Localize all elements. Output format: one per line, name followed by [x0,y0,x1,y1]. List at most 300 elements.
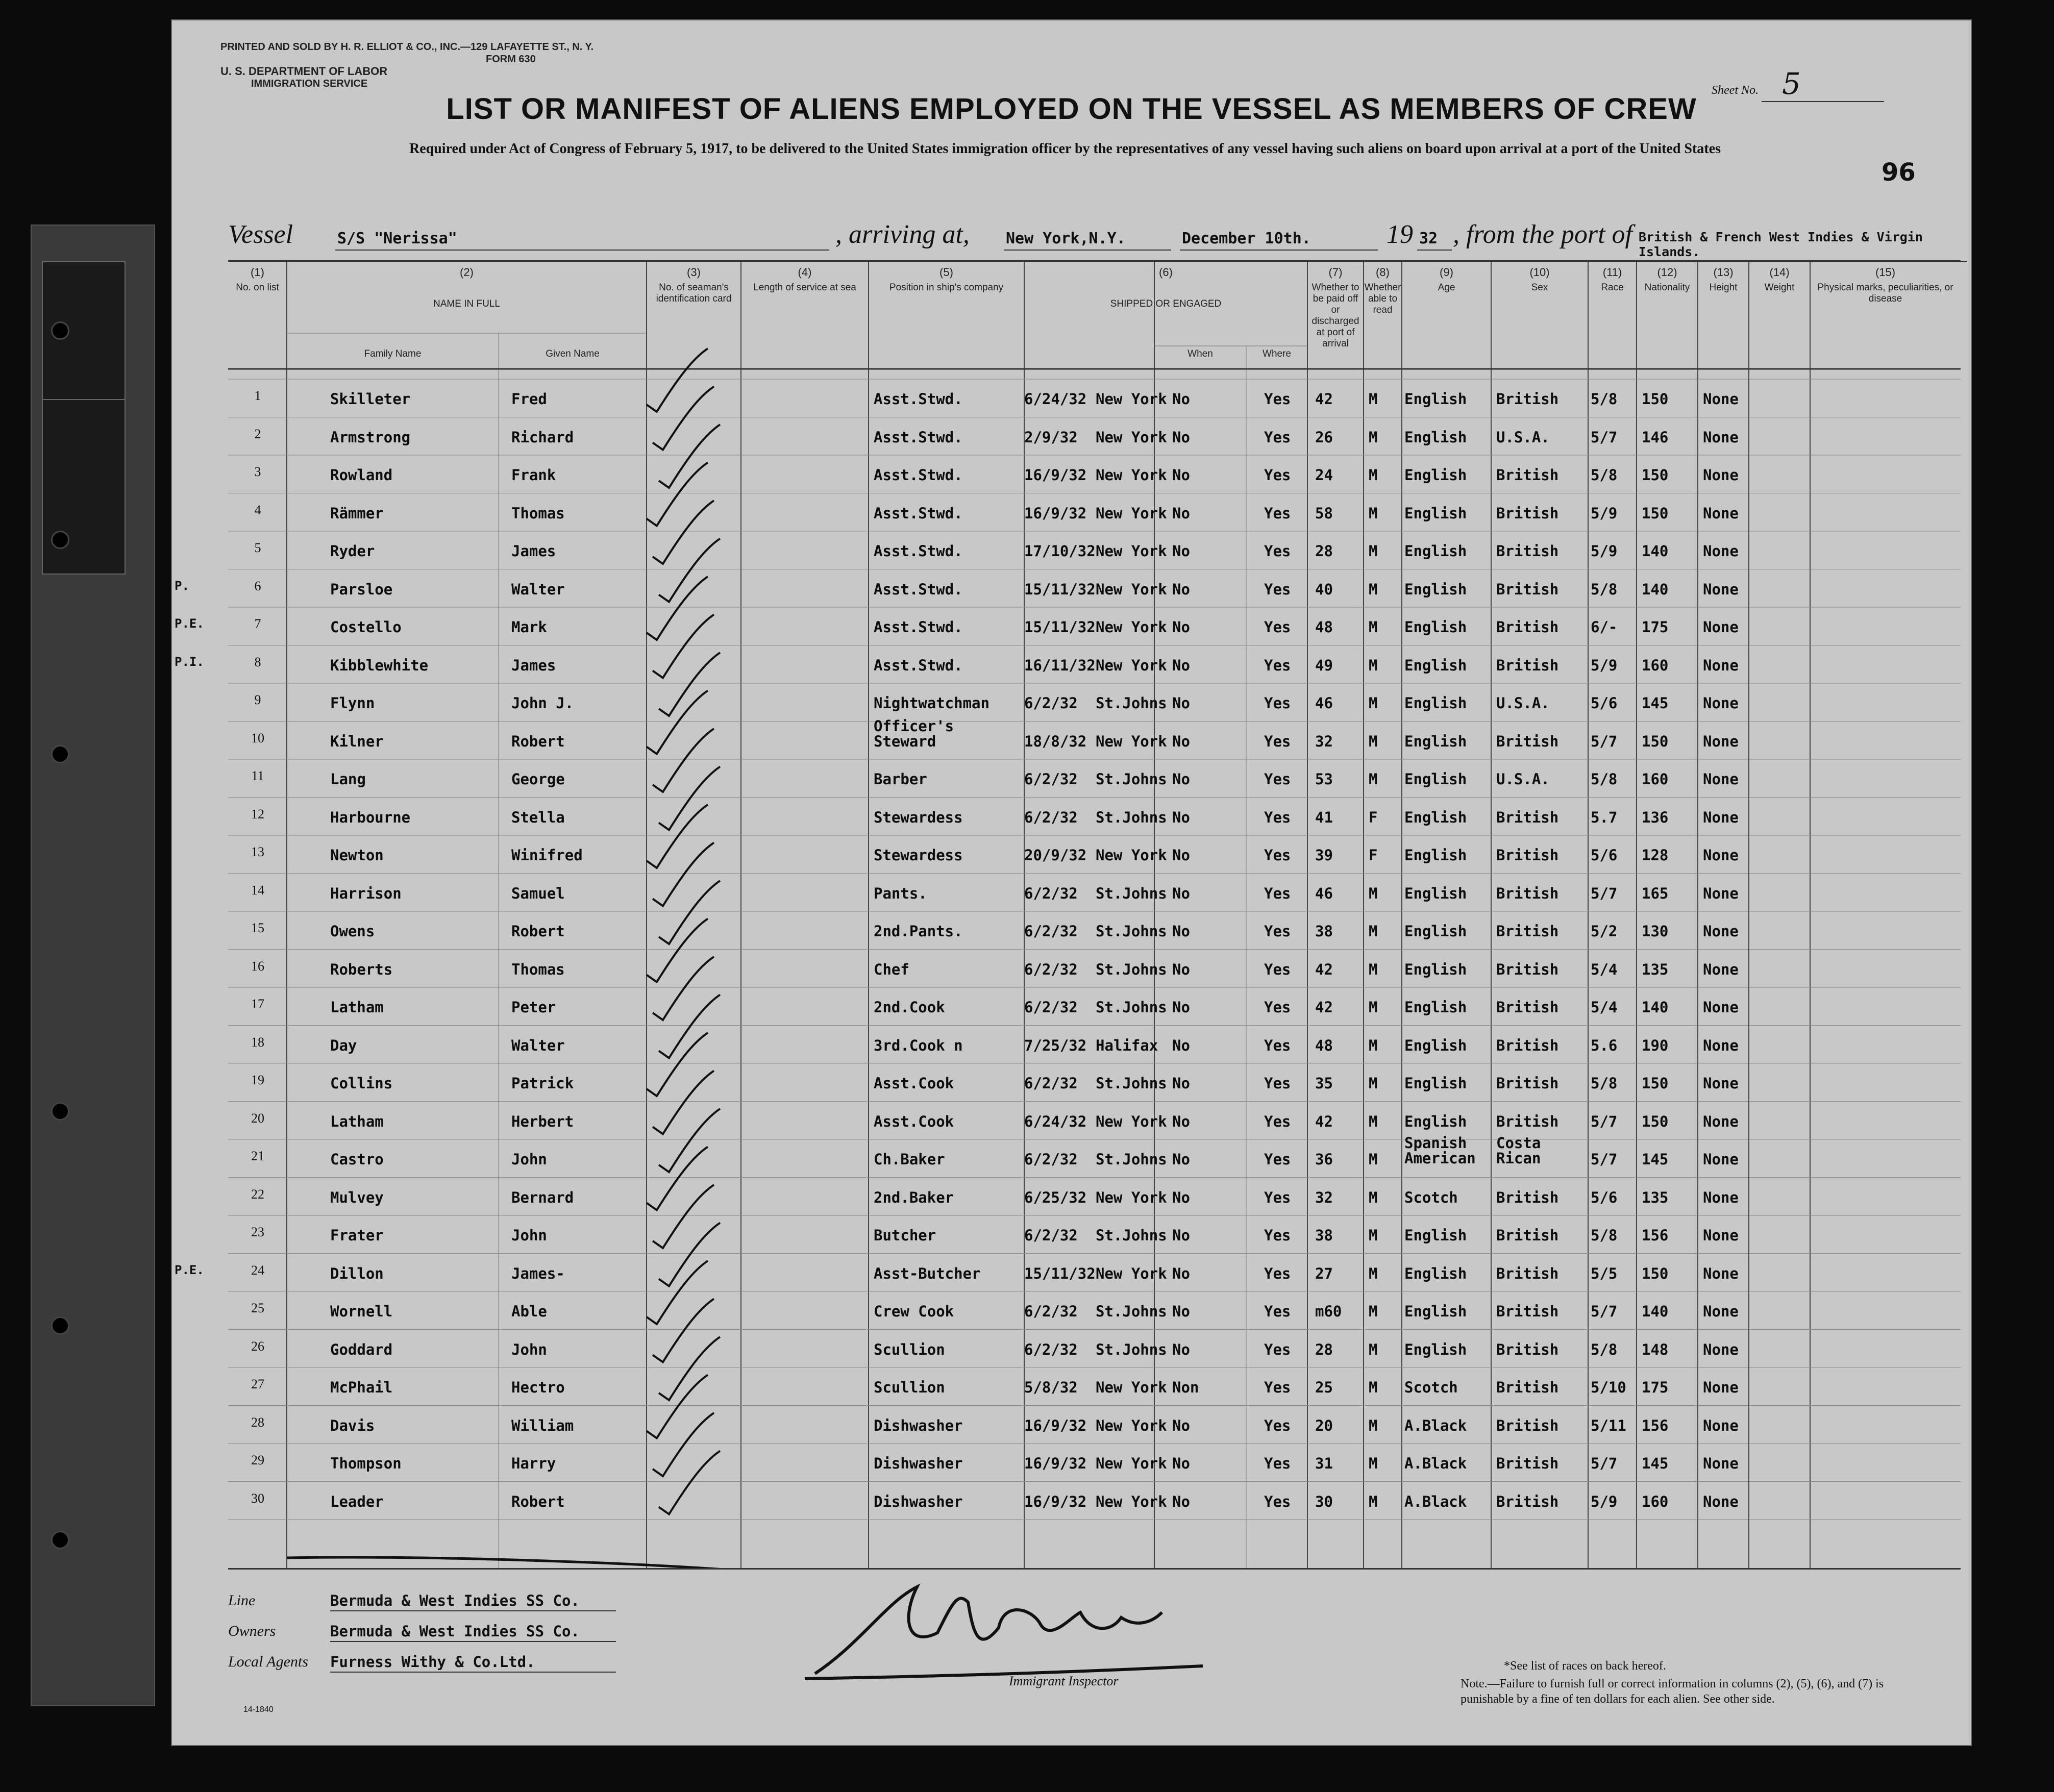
cell-marks: None [1703,504,1739,522]
cell-height: 5/9 [1591,542,1618,560]
cell-where: New York [1096,618,1167,636]
cell-nationality: British [1496,923,1559,940]
cell-when: 6/24/32 [1024,390,1087,408]
cell-family: Costello [330,618,402,636]
cell-marks: None [1703,1227,1739,1244]
row-number: 11 [251,768,264,783]
binder-edge [31,225,155,1706]
cell-paid: No [1172,1075,1190,1092]
cell-when: 6/2/32 [1024,1151,1078,1168]
cell-read: Yes [1264,1416,1291,1434]
row-number: 29 [251,1453,264,1467]
cell-family: Kibblewhite [330,656,429,674]
cell-paid: No [1172,1036,1190,1054]
cell-height: 5/8 [1591,770,1618,788]
cell-when: 16/9/32 [1024,1416,1087,1434]
column-header [869,267,1024,293]
column-label: Age [1438,282,1455,293]
cell-height: 5/4 [1591,960,1618,978]
cell-read: Yes [1264,1455,1291,1472]
cell-weight: 140 [1642,542,1669,560]
cell-given: James [511,656,556,674]
cell-sex: M [1369,1264,1378,1282]
cell-paid: No [1172,999,1190,1016]
arrival-port: New York,N.Y. [1004,230,1171,251]
cell-age: 35 [1315,1075,1333,1092]
column-header [1491,267,1588,293]
cell-position: Asst.Stwd. [874,580,963,598]
cell-race: English [1404,732,1467,750]
column-label: SHIPPED OR ENGAGED [1110,298,1222,309]
cell-given: Stella [511,808,565,826]
cell-weight: 146 [1642,428,1669,446]
cell-where: St.Johns [1096,1227,1167,1244]
cell-height: 5/7 [1591,428,1618,446]
cell-race: English [1404,1112,1467,1130]
cell-age: 46 [1315,694,1333,712]
cell-race: English [1404,504,1467,522]
cell-race: A.Black [1404,1416,1467,1434]
cell-nationality: British [1496,1455,1559,1472]
cell-nationality: British [1496,1264,1559,1282]
punch-hole [51,531,69,549]
cell-given: Thomas [511,504,565,522]
cell-weight: 156 [1642,1227,1669,1244]
cell-height: 5/7 [1591,732,1618,750]
cell-position: Stewardess [874,847,963,864]
cell-when: 5/8/32 [1024,1379,1078,1396]
cell-race: English [1404,999,1467,1016]
department: U. S. DEPARTMENT OF LABOR [220,65,388,78]
cell-given: William [511,1416,574,1434]
column-header [1402,267,1491,293]
cell-sex: F [1369,847,1378,864]
cell-read: Yes [1264,884,1291,902]
punch-hole [51,1102,69,1121]
cell-given: Fred [511,390,547,408]
cell-family: Frater [330,1227,384,1244]
cell-weight: 150 [1642,504,1669,522]
arriving-label: , arriving at, [835,220,970,249]
table-row [228,1102,1961,1140]
cell-marks: None [1703,1416,1739,1434]
cell-nationality: British [1496,847,1559,864]
cell-read: Yes [1264,466,1291,484]
column-header [1698,267,1749,293]
cell-where: St.Johns [1096,960,1167,978]
table-row [228,531,1961,569]
line-label: Line [228,1592,256,1609]
cell-nationality: British [1496,542,1559,560]
cell-height: 5/8 [1591,390,1618,408]
vessel-name: S/S "Nerissa" [335,230,829,251]
column-number: (5) [939,266,953,279]
cell-where: New York [1096,504,1167,522]
cell-where: St.Johns [1096,923,1167,940]
cell-weight: 130 [1642,923,1669,940]
margin-annotation: P. [175,578,189,593]
cell-where: St.Johns [1096,999,1167,1016]
cell-position: Dishwasher [874,1416,963,1434]
cell-where: Halifax [1096,1036,1158,1054]
column-label: Position in ship's company [889,282,1004,293]
cell-given: George [511,770,565,788]
subheader-given: Given Name [546,349,600,359]
cell-sex: M [1369,1227,1378,1244]
cell-weight: 145 [1642,1151,1669,1168]
row-number: 18 [251,1034,264,1050]
cell-where: New York [1096,542,1167,560]
cell-given: Richard [511,428,574,446]
cell-when: 6/25/32 [1024,1188,1087,1206]
cell-nationality: British [1496,1075,1559,1092]
row-number: 19 [251,1073,264,1087]
punch-hole [51,1316,69,1335]
cell-family: Kilner [330,732,384,750]
cell-nationality: British [1496,618,1559,636]
cell-paid: No [1172,504,1190,522]
cell-sex: M [1369,1492,1378,1510]
cell-paid: No [1172,1151,1190,1168]
cell-race: English [1404,428,1467,446]
cell-paid: No [1172,808,1190,826]
cell-height: 5/7 [1591,1303,1618,1320]
row-number: 5 [254,540,261,555]
cell-marks: None [1703,1379,1739,1396]
cell-nationality: British [1496,656,1559,674]
cell-position: Asst-Butcher [874,1264,981,1282]
vessel-line [172,199,1971,259]
cell-where: St.Johns [1096,1303,1167,1320]
cell-where: New York [1096,1416,1167,1434]
cell-read: Yes [1264,770,1291,788]
cell-nationality: British [1496,1416,1559,1434]
table-row [175,607,1961,645]
crew-table [175,260,1961,1570]
cell-position: Officer's Steward [874,717,954,750]
cell-when: 16/9/32 [1024,466,1087,484]
table-row [228,493,1961,532]
subheader-family: Family Name [364,349,422,359]
cell-when: 7/25/32 [1024,1036,1087,1054]
cell-given: John [511,1227,547,1244]
cell-weight: 145 [1642,1455,1669,1472]
cell-given: Walter [511,580,565,598]
row-number: 9 [254,692,261,707]
cell-marks: None [1703,999,1739,1016]
cell-when: 2/9/32 [1024,428,1078,446]
cell-read: Yes [1264,1112,1291,1130]
cell-read: Yes [1264,1264,1291,1282]
cell-read: Yes [1264,390,1291,408]
table-row [228,1482,1961,1520]
cell-sex: M [1369,884,1378,902]
cell-paid: No [1172,1455,1190,1472]
cell-age: 42 [1315,1112,1333,1130]
cell-position: Asst.Stwd. [874,504,963,522]
cell-weight: 150 [1642,1112,1669,1130]
cell-weight: 136 [1642,808,1669,826]
cell-sex: M [1369,960,1378,978]
cell-given: Mark [511,618,547,636]
cell-when: 15/11/32 [1024,580,1096,598]
cell-marks: None [1703,580,1739,598]
cell-when: 6/2/32 [1024,694,1078,712]
column-label: Height [1709,282,1738,293]
cell-race: English [1404,1264,1467,1282]
cell-age: 20 [1315,1416,1333,1434]
table-row [228,717,1961,760]
cell-height: 5.6 [1591,1036,1618,1054]
column-header [1637,267,1698,293]
cell-weight: 150 [1642,1264,1669,1282]
cell-family: Ryder [330,542,375,560]
cell-sex: M [1369,428,1378,446]
cell-marks: None [1703,1112,1739,1130]
cell-given: Robert [511,732,565,750]
table-row [228,911,1961,950]
cell-age: 24 [1315,466,1333,484]
cell-position: Asst.Stwd. [874,390,963,408]
cell-marks: None [1703,1036,1739,1054]
row-number: 20 [251,1110,264,1126]
cell-family: Day [330,1036,357,1054]
cell-marks: None [1703,1188,1739,1206]
sheet-label: Sheet No. [1712,84,1759,97]
subheader-where: Where [1263,349,1291,359]
cell-height: 5/4 [1591,999,1618,1016]
subheader-when: When [1187,349,1213,359]
cell-position: Butcher [874,1227,936,1244]
agents-label: Local Agents [228,1653,308,1670]
cell-sex: M [1369,1379,1378,1396]
cell-height: 5/9 [1591,656,1618,674]
cell-given: Samuel [511,884,565,902]
cell-age: 39 [1315,847,1333,864]
cell-given: Walter [511,1036,565,1054]
cell-age: 48 [1315,618,1333,636]
cell-weight: 150 [1642,390,1669,408]
cell-nationality: British [1496,1112,1559,1130]
sheet-number: 5 [1762,66,1884,102]
column-label: Nationality [1644,282,1690,293]
cell-family: Leader [330,1492,384,1510]
cell-marks: None [1703,1264,1739,1282]
row-number: 3 [254,464,261,479]
cell-family: Rämmer [330,504,384,522]
page-title: LIST OR MANIFEST OF ALIENS EMPLOYED ON THE VESSEL AS MEMBERS OF CREW [446,92,1697,126]
column-number: (14) [1769,266,1790,279]
cell-sex: M [1369,390,1378,408]
owners-label: Owners [228,1623,276,1639]
column-header [1364,267,1402,316]
cell-age: 30 [1315,1492,1333,1510]
cell-when: 6/2/32 [1024,960,1078,978]
cell-marks: None [1703,1303,1739,1320]
cell-paid: No [1172,1188,1190,1206]
cell-when: 18/8/32 [1024,732,1087,750]
cell-paid: No [1172,1340,1190,1358]
table-row [175,645,1961,684]
row-number: 4 [254,502,261,517]
cell-height: 5/9 [1591,1492,1618,1510]
cell-nationality: British [1496,732,1559,750]
cell-where: St.Johns [1096,770,1167,788]
cell-read: Yes [1264,999,1291,1016]
cell-where: New York [1096,1379,1167,1396]
column-header [1749,267,1810,293]
cell-race: English [1404,656,1467,674]
cell-when: 16/9/32 [1024,1455,1087,1472]
table-row [228,683,1961,721]
row-number: 13 [251,844,264,859]
departure-port: British & French West Indies & Virgin Islands. [1637,230,1967,262]
cell-family: Harrison [330,884,402,902]
cell-when: 15/11/32 [1024,618,1096,636]
cell-paid: No [1172,1492,1190,1510]
column-header [228,267,287,293]
cell-nationality: British [1496,1036,1559,1054]
cell-marks: None [1703,1075,1739,1092]
cell-height: 5/6 [1591,847,1618,864]
cell-marks: None [1703,656,1739,674]
cell-race: English [1404,542,1467,560]
cell-where: New York [1096,1264,1167,1282]
cell-age: 40 [1315,580,1333,598]
cell-given: Able [511,1303,547,1320]
cell-position: 3rd.Cook n [874,1036,963,1054]
cell-family: Goddard [330,1340,393,1358]
cell-read: Yes [1264,1036,1291,1054]
cell-paid: No [1172,694,1190,712]
cell-read: Yes [1264,656,1291,674]
cell-weight: 160 [1642,656,1669,674]
cell-weight: 140 [1642,580,1669,598]
cell-read: Yes [1264,1188,1291,1206]
cell-where: St.Johns [1096,1340,1167,1358]
cell-height: 5/7 [1591,1112,1618,1130]
column-label: Race [1601,282,1624,293]
cell-where: New York [1096,390,1167,408]
cell-paid: No [1172,1416,1190,1434]
agents-value: Furness Withy & Co.Ltd. [330,1653,616,1673]
cell-height: 5/5 [1591,1264,1618,1282]
row-number: 27 [251,1377,264,1391]
cell-nationality: British [1496,1227,1559,1244]
cell-where: New York [1096,847,1167,864]
cell-where: New York [1096,1188,1167,1206]
cell-read: Yes [1264,1303,1291,1320]
cell-height: 5/8 [1591,466,1618,484]
cell-read: Yes [1264,1151,1291,1168]
cell-when: 6/2/32 [1024,884,1078,902]
cell-race: Scotch [1404,1188,1458,1206]
cell-given: Patrick [511,1075,574,1092]
cell-height: 5/8 [1591,1075,1618,1092]
column-label: Physical marks, peculiarities, or disease [1817,282,1953,304]
cell-nationality: British [1496,1340,1559,1358]
row-number: 17 [251,997,264,1011]
table-row [228,798,1961,836]
cell-family: Roberts [330,960,393,978]
cell-where: New York [1096,1112,1167,1130]
cell-read: Yes [1264,618,1291,636]
cell-when: 16/11/32 [1024,656,1096,674]
cell-position: Stewardess [874,808,963,826]
cell-position: Asst.Stwd. [874,618,963,636]
cell-family: Owens [330,923,375,940]
cell-read: Yes [1264,1227,1291,1244]
table-row [228,835,1961,874]
arrival-date: December 10th. [1180,230,1378,251]
cell-paid: No [1172,770,1190,788]
cell-age: 53 [1315,770,1333,788]
cell-race: Scotch [1404,1379,1458,1396]
cell-race: English [1404,1075,1467,1092]
cell-age: 42 [1315,999,1333,1016]
cell-family: Castro [330,1151,384,1168]
column-label: Weight [1764,282,1795,293]
inspector-label: Immigrant Inspector [1009,1674,1119,1688]
cell-age: 28 [1315,542,1333,560]
cell-where: New York [1096,428,1167,446]
cell-position: Pants. [874,884,927,902]
table-row [228,1367,1961,1406]
cell-race: A.Black [1404,1455,1467,1472]
cell-family: McPhail [330,1379,393,1396]
cell-nationality: British [1496,884,1559,902]
cell-weight: 175 [1642,1379,1669,1396]
cell-sex: M [1369,923,1378,940]
cell-given: Winifred [511,847,583,864]
cell-marks: None [1703,884,1739,902]
form-code: 14-1840 [243,1705,274,1714]
cell-race: English [1404,1303,1467,1320]
cell-when: 6/2/32 [1024,1227,1078,1244]
cell-read: Yes [1264,428,1291,446]
races-note: *See list of races on back hereof. [1504,1659,1666,1673]
cell-family: Mulvey [330,1188,384,1206]
column-label: Sex [1531,282,1548,293]
table-row [175,569,1961,608]
cell-sex: M [1369,1416,1378,1434]
cell-when: 17/10/32 [1024,542,1096,560]
cell-weight: 160 [1642,1492,1669,1510]
row-number: 2 [254,426,261,441]
cell-race: English [1404,960,1467,978]
cell-age: 28 [1315,1340,1333,1358]
column-label: No. of seaman's identification card [656,282,732,304]
cell-height: 6/- [1591,618,1618,636]
cell-when: 6/2/32 [1024,1075,1078,1092]
table-row [228,1443,1961,1482]
cell-sex: M [1369,999,1378,1016]
cell-age: 58 [1315,504,1333,522]
column-header [647,267,741,305]
row-number: 22 [251,1186,264,1202]
cell-family: Latham [330,999,384,1016]
cell-family: Wornell [330,1303,393,1320]
printer-imprint [220,41,593,90]
cell-sex: M [1369,1340,1378,1358]
cell-weight: 135 [1642,960,1669,978]
cell-marks: None [1703,542,1739,560]
cell-height: 5/6 [1591,1188,1618,1206]
cell-age: 42 [1315,960,1333,978]
cell-marks: None [1703,428,1739,446]
cell-height: 5/7 [1591,1151,1618,1168]
cell-where: St.Johns [1096,1075,1167,1092]
